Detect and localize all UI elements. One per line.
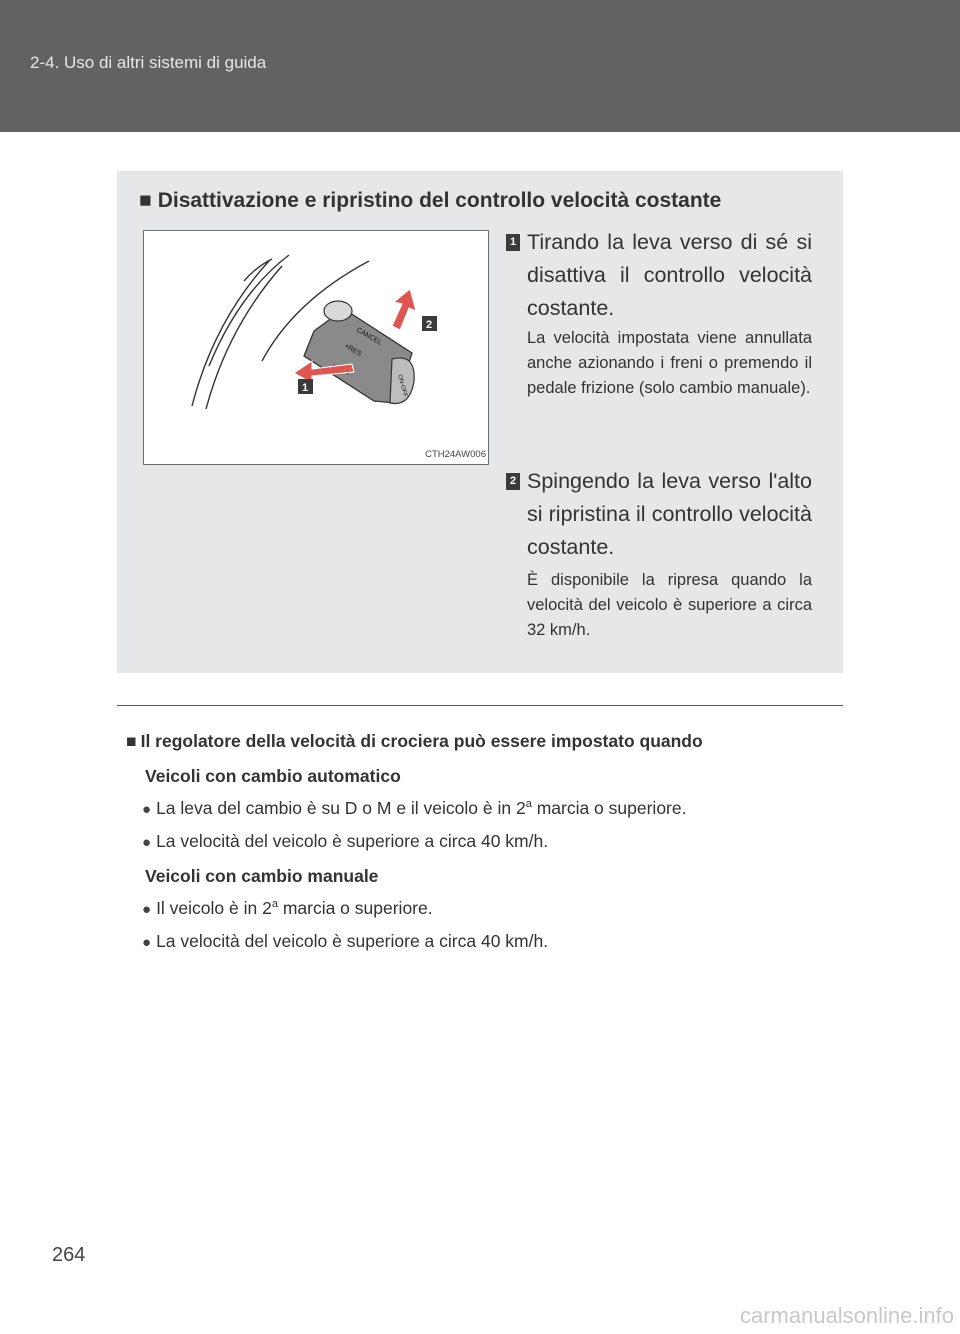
svg-text:1: 1 bbox=[302, 382, 309, 394]
wheel-arc-1 bbox=[192, 261, 269, 406]
lever-label-onoff: ON-OFF bbox=[396, 373, 408, 398]
step-2-text: Spingendo la leva verso l'alto si ripristina il controllo velocità costante. bbox=[527, 469, 812, 559]
divider bbox=[117, 705, 843, 706]
step-1-marker: 1 bbox=[506, 234, 520, 251]
section-title bbox=[126, 731, 703, 752]
lever-label-cancel: CANCEL bbox=[355, 326, 384, 347]
callout-2 bbox=[422, 316, 437, 331]
bullet-icon: ● bbox=[142, 934, 152, 951]
bullet-icon: ● bbox=[142, 834, 152, 851]
callout-1 bbox=[298, 379, 313, 394]
box-title bbox=[139, 189, 721, 213]
lever-drawing bbox=[144, 231, 488, 464]
svg-text:2: 2 bbox=[426, 319, 433, 331]
auto-heading: Veicoli con cambio automatico bbox=[145, 766, 401, 786]
manual-bullet-2: ● La velocità del veicolo è superiore a circa 40 km/h. bbox=[142, 931, 549, 951]
step-2-note: È disponibile la ripresa quando la velocità del veicolo è superiore a circa 32 km/h. bbox=[527, 571, 812, 639]
section-title-text: Il regolatore della velocità di crociera può essere impostato quando bbox=[140, 731, 703, 751]
square-icon: ■ bbox=[126, 731, 137, 751]
page-number: 264 bbox=[52, 1244, 86, 1266]
bullet-icon: ● bbox=[142, 901, 152, 918]
watermark: carmanualsonline.info bbox=[739, 1303, 954, 1328]
figure-code: CTH24AW006 bbox=[425, 449, 486, 460]
lever-illustration bbox=[143, 230, 489, 465]
step-2-marker: 2 bbox=[506, 473, 520, 490]
bullet-icon: ● bbox=[142, 801, 152, 818]
section-breadcrumb: 2-4. Uso di altri sistemi di guida bbox=[30, 53, 267, 72]
arrow-push-up-icon bbox=[392, 289, 416, 330]
manual-heading: Veicoli con cambio manuale bbox=[145, 866, 379, 886]
page-header bbox=[0, 0, 960, 132]
auto-bullet-1: ● La leva del cambio è su D o M e il veicolo è in 2$^a$ marcia o superiore. bbox=[142, 798, 687, 818]
step-1-note: La velocità impostata viene annullata anche azionando i freni o premendo il pedale frizione (solo cambio manuale). bbox=[527, 329, 812, 397]
square-icon: ■ bbox=[139, 189, 152, 212]
manual-bullet-1: ● Il veicolo è in 2$^a$ marcia o superiore. bbox=[142, 898, 433, 918]
info-box bbox=[117, 171, 843, 673]
step-1-text: Tirando la leva verso di sé si disattiva il controllo velocità costante. bbox=[527, 230, 812, 320]
auto-bullet-2: ● La velocità del veicolo è superiore a circa 40 km/h. bbox=[142, 831, 549, 851]
box-title-text: Disattivazione e ripristino del controllo velocità costante bbox=[157, 189, 722, 212]
lever-label-res: +RES bbox=[343, 342, 363, 358]
